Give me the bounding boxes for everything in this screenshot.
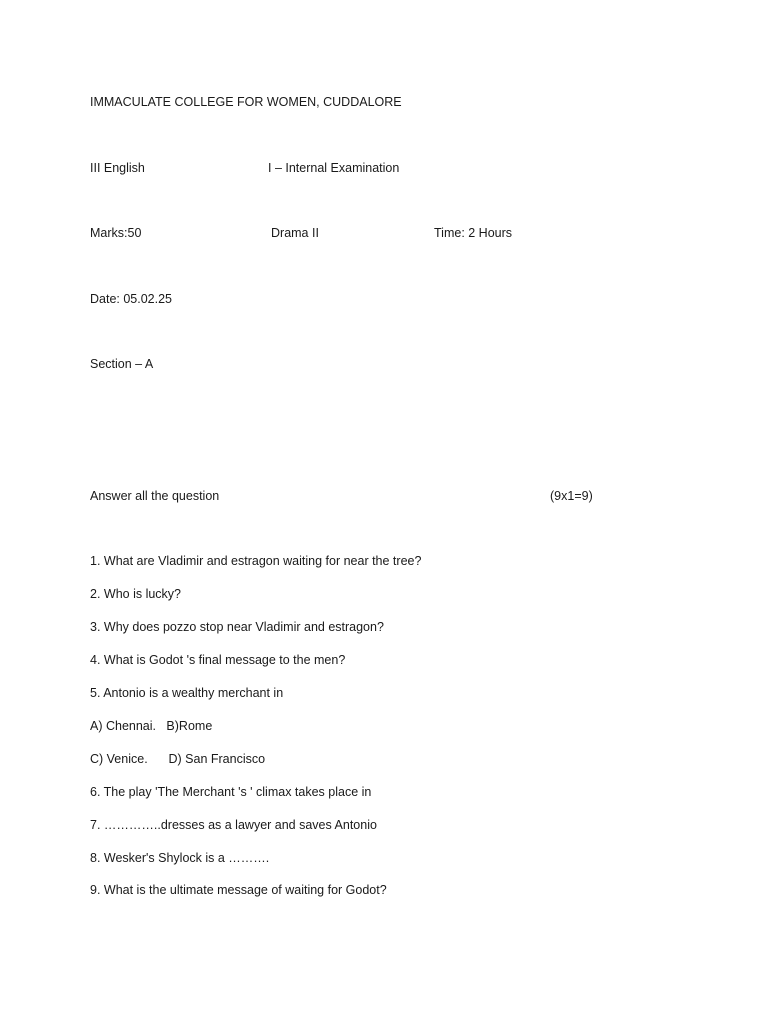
exam-duration: Time: 2 Hours <box>434 226 513 240</box>
question-2: 2. Who is lucky? <box>90 587 182 601</box>
marks-scheme: (9x1=9) <box>550 489 593 503</box>
question-3: 3. Why does pozzo stop near Vladimir and estragon? <box>90 620 384 634</box>
section-instruction: Answer all the question <box>90 489 220 503</box>
marks-total: Marks:50 <box>90 226 142 240</box>
question-7: 7. …………..dresses as a lawyer and saves Antonio <box>90 818 377 832</box>
question-8: 8. Wesker's Shylock is a ………. <box>90 851 270 865</box>
question-4: 4. What is Godot 's final message to the men? <box>90 653 346 667</box>
college-name: IMMACULATE COLLEGE FOR WOMEN, CUDDALORE <box>90 95 402 109</box>
question-5: 5. Antonio is a wealthy merchant in <box>90 686 284 700</box>
paper-name: Drama II <box>271 226 319 240</box>
question-6: 6. The play 'The Merchant 's ' climax takes place in <box>90 785 372 799</box>
section-title: Section – A <box>90 357 154 371</box>
question-1: 1. What are Vladimir and estragon waiting for near the tree? <box>90 554 422 568</box>
question-5-options-cd: C) Venice. D) San Francisco <box>90 752 266 766</box>
exam-date: Date: 05.02.25 <box>90 292 173 306</box>
question-5-options-ab: A) Chennai. B)Rome <box>90 719 213 733</box>
class-name: III English <box>90 161 145 175</box>
exam-name: I – Internal Examination <box>268 161 400 175</box>
question-9: 9. What is the ultimate message of waiting for Godot? <box>90 883 387 897</box>
